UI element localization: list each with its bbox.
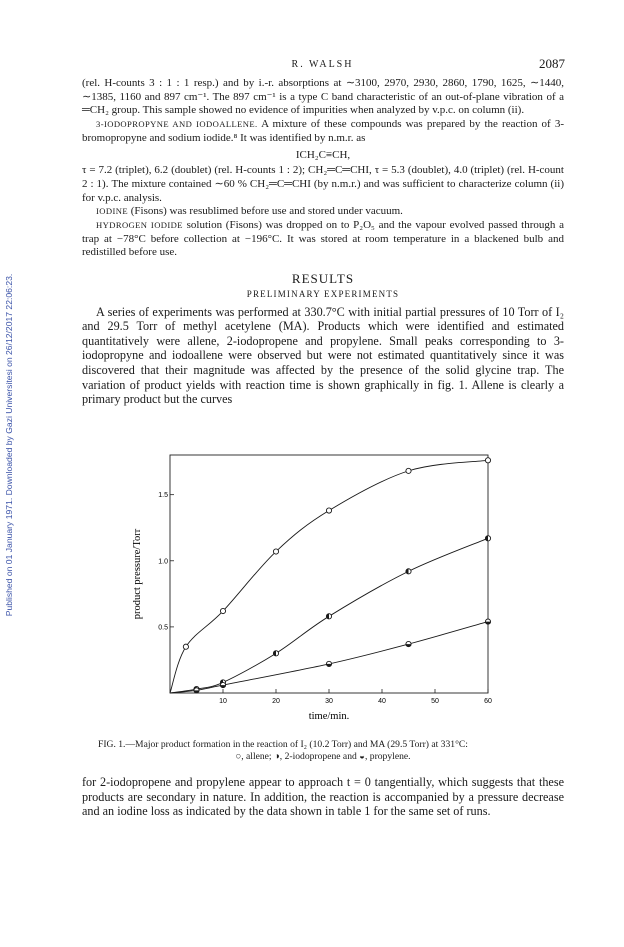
running-head: R. WALSH bbox=[291, 59, 354, 70]
data-point bbox=[406, 641, 411, 646]
data-point bbox=[406, 569, 411, 574]
data-point bbox=[220, 608, 225, 613]
paragraph-iodopropyne bbox=[82, 118, 564, 145]
caption-line-1: FIG. 1.—Major product formation in the reaction of I₂ (10.2 Torr) and MA (29.5 Torr) at 331°C: bbox=[98, 739, 468, 750]
paragraph-heading: IODINE bbox=[96, 206, 128, 217]
x-axis-ticks bbox=[219, 689, 492, 705]
paragraph-hydrogen-iodide bbox=[82, 219, 564, 260]
x-tick-label: 60 bbox=[484, 698, 492, 705]
body-text bbox=[82, 77, 564, 407]
data-point bbox=[485, 619, 490, 624]
x-tick-label: 50 bbox=[431, 698, 439, 705]
series-curve bbox=[170, 622, 488, 693]
paragraph-text: solution (Fisons) was dropped on to P₂O₅ and the vapour evolved passed through a trap at −78°C before collection at −196°C. It was stored at room temperature in a blackened bulb and redistilled before use. bbox=[82, 219, 564, 259]
paragraph-secondary-products: for 2-iodopropene and propylene appear to approach t = 0 tangentially, which suggests that these products are secondary in nature. In addition, the reaction is accompanied by a pressure decrease and an iodine loss as indicated by the data shown in table 1 for the same set of runs. bbox=[82, 775, 564, 819]
paragraph-text: A mixture of these compounds was prepared by the reaction of 3-bromopropyne and sodium iodide.⁸ It was identified by n.m.r. as bbox=[82, 118, 564, 144]
body-text-continued bbox=[82, 775, 564, 819]
y-tick-label: 1.0 bbox=[158, 558, 168, 566]
figure-1-chart bbox=[100, 445, 500, 735]
section-title: RESULTS bbox=[291, 271, 355, 287]
data-point bbox=[220, 682, 225, 687]
data-point bbox=[485, 536, 490, 541]
caption-line-2: ○, allene; ◑, 2-iodopropene and ◒, propylene. bbox=[235, 751, 411, 762]
page-header bbox=[80, 56, 565, 72]
chemical-formula: ICH₂C≡CH, bbox=[295, 148, 351, 161]
y-tick-label: 0.5 bbox=[158, 624, 168, 632]
x-tick-label: 20 bbox=[272, 698, 280, 705]
y-axis-label: product pressure/Torr bbox=[132, 528, 143, 620]
figure-caption bbox=[98, 739, 548, 763]
page-number: 2087 bbox=[539, 56, 565, 71]
data-point bbox=[273, 651, 278, 656]
data-point bbox=[326, 614, 331, 619]
x-tick-label: 30 bbox=[325, 698, 333, 705]
series-curve bbox=[170, 460, 488, 693]
subsection-title: PRELIMINARY EXPERIMENTS bbox=[246, 288, 400, 299]
paragraph-heading: 3-IODOPROPYNE AND IODOALLENE. bbox=[96, 119, 258, 130]
chart-svg bbox=[100, 445, 500, 735]
paragraph-nmr: τ = 7.2 (triplet), 6.2 (doublet) (rel. H-counts 1 : 2); CH₂═C═CHI, τ = 5.3 (doublet), 4.0 (triplet) (rel. H-count 2 : 1). The mixture contained ∼60 % CH₂═C═CHI (by n.m.r.) and was sufficient to characterize column (ii) for v.p.c. analysis. bbox=[82, 164, 564, 204]
x-axis-label: time/min. bbox=[308, 711, 350, 722]
download-watermark-text: Published on 01 January 1971. Downloaded by Gazi Universitesi on 26/12/2017 22:06:23. bbox=[4, 273, 14, 617]
data-point bbox=[183, 644, 188, 649]
paragraph-experiments: A series of experiments was performed at 330.7°C with initial partial pressures of 10 Torr of I₂ and 29.5 Torr of methyl acetylene (MA). Products which were identified and estimated quantitatively were allene, 2-iodopropene and propylene. Small peaks corresponding to 3-iodopropyne and iodoallene were observed but were not estimated quantitatively since it was discovered that their magnitude was affected by the presence of the solid glycine trap. The variation of product yields with reaction time is shown graphically in fig. 1. Allene is clearly a primary product but the curves bbox=[82, 304, 564, 407]
paragraph-text: (Fisons) was resublimed before use and stored under vacuum. bbox=[128, 205, 403, 218]
data-point bbox=[194, 688, 199, 693]
data-point bbox=[326, 661, 331, 666]
paragraph-impurities: (rel. H-counts 3 : 1 : 1 resp.) and by i.-r. absorptions at ∼3100, 2970, 2930, 2860, 1790, 1625, ∼1440, ∼1385, 1160 and 897 cm⁻¹. The 897 cm⁻¹ is a type C band characteristic of an out-of-plane vibration of a ═CH₂ group. This sample showed no evidence of impurities when analyzed by v.p.c. on column (ii). bbox=[82, 77, 564, 117]
data-point bbox=[406, 468, 411, 473]
x-tick-label: 10 bbox=[219, 698, 227, 705]
x-tick-label: 40 bbox=[378, 698, 386, 705]
data-point bbox=[485, 458, 490, 463]
data-point bbox=[326, 508, 331, 513]
series-layer bbox=[170, 458, 491, 693]
paragraph-iodine bbox=[82, 205, 564, 219]
plot-frame bbox=[170, 455, 488, 693]
data-point bbox=[273, 549, 278, 554]
y-axis-ticks bbox=[158, 492, 174, 631]
y-tick-label: 1.5 bbox=[158, 492, 168, 500]
paragraph-heading: HYDROGEN IODIDE bbox=[96, 220, 183, 231]
download-watermark bbox=[2, 150, 16, 740]
